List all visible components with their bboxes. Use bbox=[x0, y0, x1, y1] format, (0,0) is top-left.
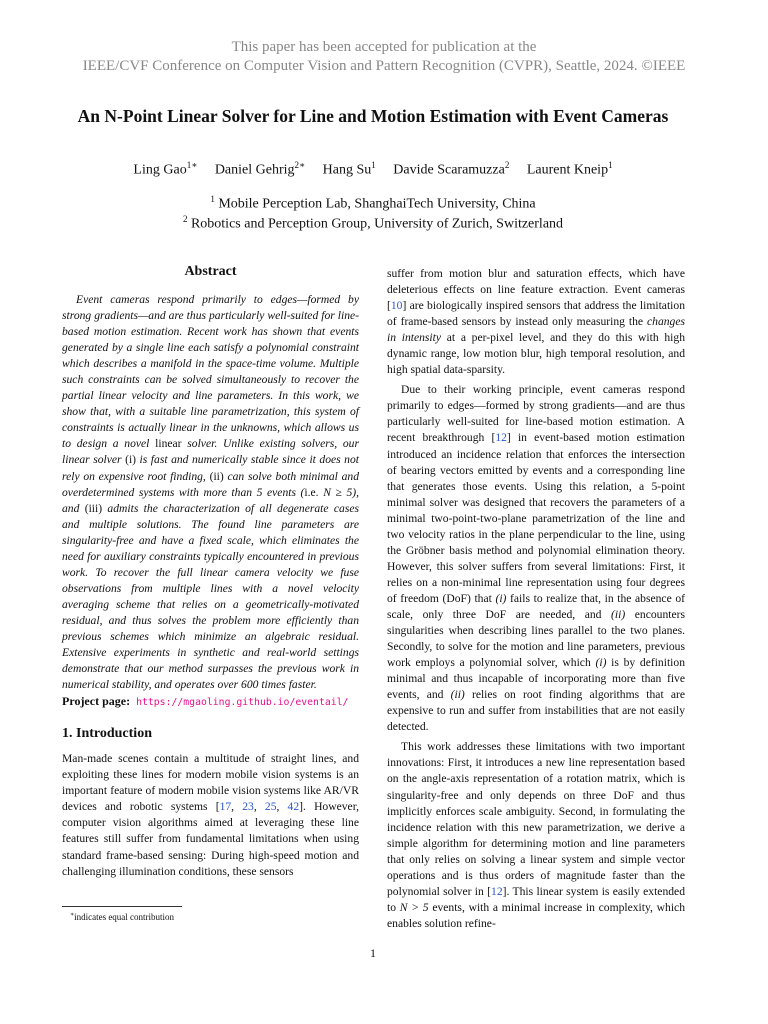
author-name: Ling Gao bbox=[133, 162, 187, 178]
abstract-text: Event cameras respond primarily to edges—formed by strong gradients—and are thus particularly well-suited for line-based motion estimation. Recent work has shown that events generated by a single line each satisfy a polynomial constraint which describes a manifold in the space-time volume. Multiple such constraints can be solved simultaneously to recover the partial linear velocity and line parameters. In this work, we show that, with a suitable line parametrization, this system of constraints is actually linear in the unknowns, which allows us to design a novel linear solver. Unlike existing solvers, our linear solver (i) is fast and numerically stable since it does not rely on expensive root finding, (ii) can solve both minimal and overdetermined systems with more than 5 events (i.e. N ≥ 5), and (iii) admits the characterization of all degenerate cases and multiple solutions. The found line parameters are singularity-free and have a fixed scale, which eliminates the need for auxiliary constraints typically encountered in previous work. To recover the full linear camera velocity we fuse observations from multiple lines with a novel velocity averaging scheme that relies on a geometrically-motivated residual, and thus solves the problem more efficiently than previous schemes which minimize an algebraic residual. Extensive experiments in synthetic and real-world settings demonstrate that our method surpasses the previous work in numerical stability, and operates over 600 times faster. bbox=[62, 293, 360, 692]
author-affiliation-mark: 1 bbox=[608, 160, 613, 170]
author bbox=[393, 155, 509, 181]
author-name: Davide Scaramuzza bbox=[393, 162, 505, 178]
citation-link[interactable]: 12 bbox=[495, 431, 507, 445]
abstract-heading: Abstract bbox=[184, 264, 237, 279]
author-affiliation-mark: 1 bbox=[371, 160, 376, 170]
citation-link[interactable]: 10 bbox=[390, 299, 403, 313]
project-page-link[interactable]: https://mgaoling.github.io/eventail/ bbox=[136, 697, 349, 709]
citation-link[interactable]: 23 bbox=[242, 800, 254, 814]
footnote-text: indicates equal contribution bbox=[74, 912, 175, 922]
author-name: Laurent Kneip bbox=[526, 162, 609, 178]
author bbox=[527, 155, 613, 181]
left-column bbox=[62, 262, 359, 880]
author bbox=[215, 155, 305, 181]
author-name: Daniel Gehrig bbox=[214, 162, 295, 178]
project-page-label: Project page: bbox=[62, 694, 131, 709]
paper-title: An N-Point Linear Solver for Line and Motion Estimation with Event Cameras bbox=[77, 106, 669, 126]
intro-paragraph-1: Man-made scenes contain a multitude of straight lines, and exploiting these lines for modern mobile vision systems is an important feature of modern mobile vision systems like AR/VR devices and robotic systems [17, 23, 25, 42]. However, computer vision algorithms aimed at leveraging these line features still suffer from fundamental limitations when using standard frame-based sensing: During high-speed motion and challenging illumination conditions, these sensors bbox=[62, 752, 359, 878]
affiliation-text: Mobile Perception Lab, ShanghaiTech University, China bbox=[218, 196, 536, 212]
footnote bbox=[70, 909, 174, 923]
author-affiliation-mark: 2 bbox=[504, 160, 510, 170]
page-number: 1 bbox=[370, 946, 376, 960]
right-column bbox=[387, 266, 685, 932]
author-name: Hang Su bbox=[322, 162, 372, 178]
publication-notice-line-1: This paper has been accepted for publication at the bbox=[231, 39, 537, 55]
section-heading-introduction: 1. Introduction bbox=[62, 726, 152, 742]
intro-paragraph-3: This work addresses these limitations with two important innovations: First, it introduces a new line representation based on the angle-axis representation of a rotation matrix, which is singularity-free and only depends on three DoF and thus implicitly enforces scale ambiguity. Second, in formulating the incidence relation with this new parametrization, we derive a simple algorithm for determining motion and line parameters that only relies on solving a linear system and simple vector operations and is thus orders of magnitude faster than the polynomial solver in [12]. This linear system is easily extended to N > 5 events, with a minimal increase in complexity, which enables solution refine- bbox=[387, 740, 685, 930]
affiliation-mark: 1 bbox=[210, 194, 215, 204]
author bbox=[323, 155, 376, 181]
citation-link[interactable]: 42 bbox=[287, 800, 300, 814]
intro-paragraph-2: Due to their working principle, event cameras respond primarily to edges—formed by strong gradients—and are thus particularly well-suited for line-based motion estimation. A recent breakthrough [12] in event-based motion estimation introduced an incidence relation that enforces the intersection of bearing vectors emitted by events and a corresponding line that generates those events. Using this relation, a 5-point minimal solver was designed that recovers the parameters of a minimal two-point-two-plane parametrization of the line and two velocity ratios in the plane perpendicular to the line, using the Gröbner basis method and polynomial elimination theory. However, this solver suffers from several limitations: First, it relies on a non-minimal line representation using four degrees of freedom (DoF) that (i) fails to realize that, in the absence of scale, only three DoF are needed, and (ii) encounters singularities when describing lines parallel to the two planes. Secondly, to solve for the motion and line parameters, previous work employs a polynomial solver, which (i) is by definition minimal and thus incapable of incorporating more than five events, and (ii) relies on root finding algorithms that are expensive to run and suffer from instabilities that are not easily detected. bbox=[387, 383, 685, 734]
footnote-mark: ∗ bbox=[70, 912, 75, 918]
project-page bbox=[62, 693, 359, 711]
affiliation-text: Robotics and Perception Group, University of Zurich, Switzerland bbox=[190, 216, 564, 232]
citation-link[interactable]: 12 bbox=[491, 884, 503, 898]
author-affiliation-mark: 1∗ bbox=[186, 160, 198, 170]
citation-link[interactable]: 17 bbox=[219, 800, 232, 814]
author-affiliation-mark: 2∗ bbox=[294, 160, 306, 170]
footnote-rule bbox=[62, 906, 182, 907]
author-list bbox=[0, 155, 746, 181]
affiliation bbox=[0, 210, 746, 234]
publication-notice-line-2: IEEE/CVF Conference on Computer Vision and Pattern Recognition (CVPR), Seattle, 2024. ©IEEE bbox=[82, 58, 686, 74]
affiliation-mark: 2 bbox=[182, 214, 188, 224]
citation-link[interactable]: 25 bbox=[264, 800, 277, 814]
intro-paragraph-1-continued: suffer from motion blur and saturation effects, which have deleterious effects on line feature extraction. Event cameras [10] are biologically inspired sensors that address the limitation of frame-based sensors by instead only measuring the changes in intensity at a per-pixel level, and they do this with high dynamic range, low motion blur, high temporal resolution, and high spatial data-sparsity. bbox=[387, 267, 685, 377]
author bbox=[133, 155, 197, 181]
